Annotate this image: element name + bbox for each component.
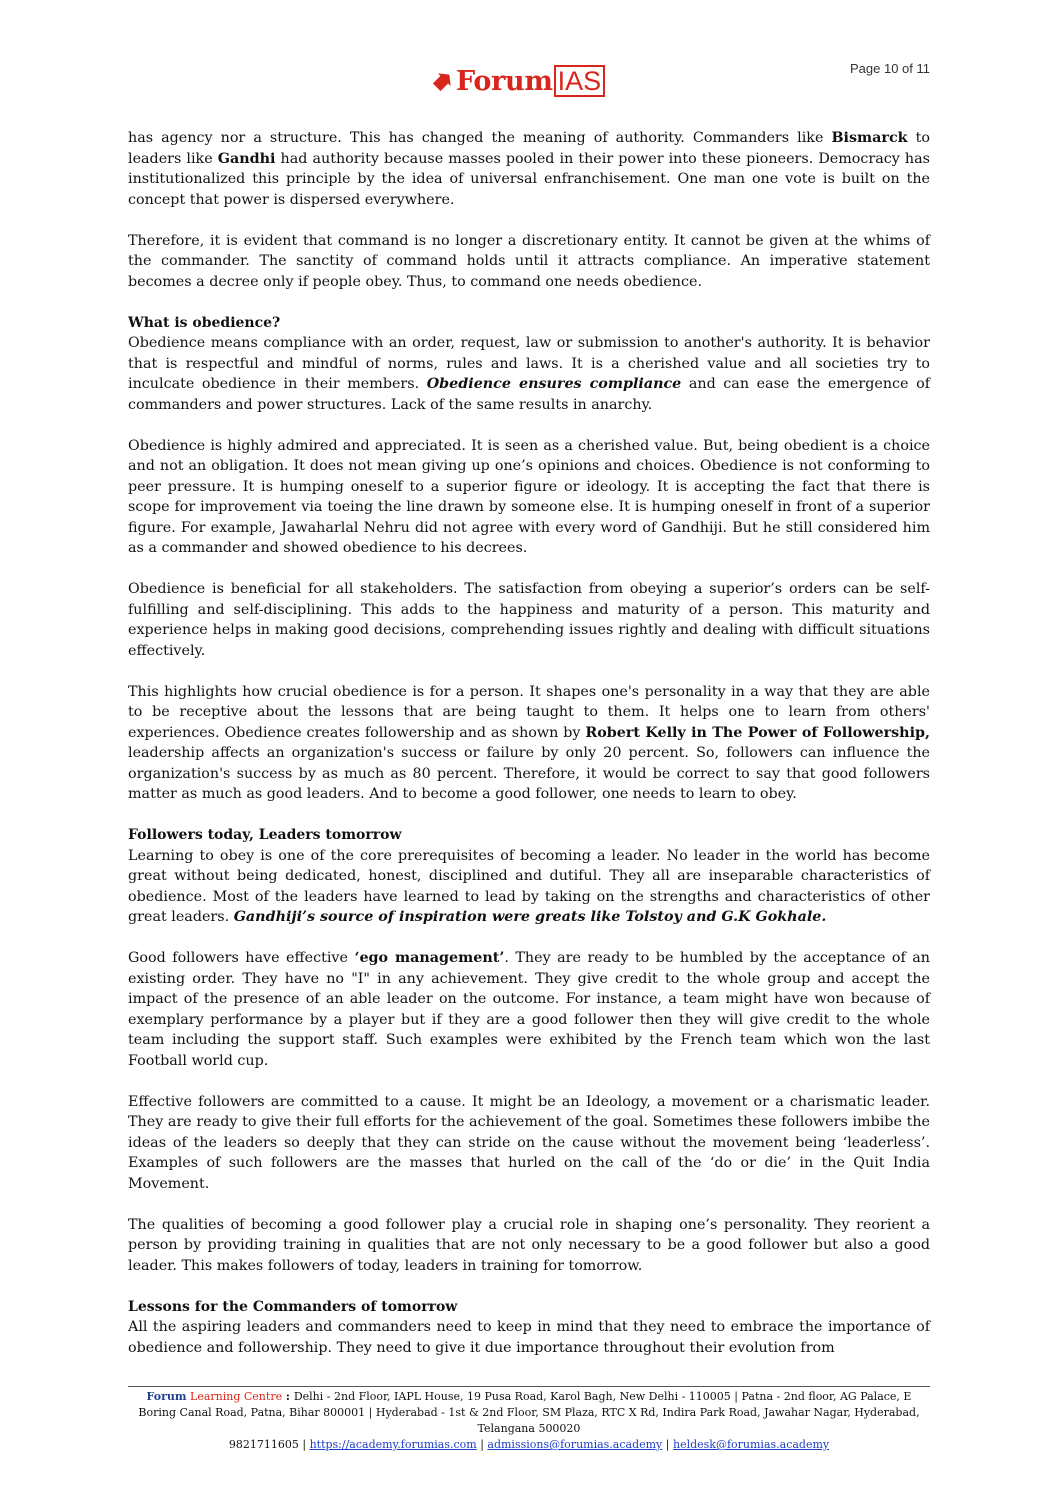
paragraph: Obedience is beneficial for all stakeholders. The satisfaction from obeying a superior’s orders can be self-fulfilling and self-disciplining. This adds to the happiness and maturity of a person. This maturity and experience helps in making good decisions, comprehending issues rightly and dealing with difficult situations effectively. — [128, 581, 930, 659]
article-body — [128, 128, 930, 1379]
paragraph: Obedience means compliance with an order, request, law or submission to another's authority. It is behavior that is respectful and mindful of norms, rules and laws. It is a cherished value and all societies try to inculcate obedience in their members. Obedience ensures compliance and can ease the emergence of commanders and power structures. Lack of the same results in anarchy. — [128, 335, 930, 413]
helpdesk-email-link[interactable]: heldesk@forumias.academy — [672, 1438, 830, 1451]
paragraph: The qualities of becoming a good follower play a crucial role in shaping one’s personality. They reorient a person by providing training in qualities that are not only necessary to be a good follower but also a good leader. This makes followers of today, leaders in training for tomorrow. — [128, 1216, 930, 1274]
paragraph: Therefore, it is evident that command is no longer a discretionary entity. It cannot be given at the whims of the commander. The sanctity of command holds until it attracts compliance. An imperative statement becomes a decree only if people obey. Thus, to command one needs obedience. — [128, 232, 930, 290]
logo-forum-text: Forum — [456, 65, 553, 97]
logo-ias-text: IAS — [554, 65, 606, 97]
footer-colon: : — [282, 1390, 294, 1403]
paragraph: Learning to obey is one of the core prerequisites of becoming a leader. No leader in the world has become great without being dedicated, honest, disciplined and dutiful. They all are inseparable characteristics of obedience. Most of the leaders have learned to lead by taking on the strengths and characteristics of other great leaders. Gandhiji’s source of inspiration were greats like Tolstoy and G.K Gokhale. — [128, 847, 930, 925]
section-heading: Lessons for the Commanders of tomorrow — [128, 1298, 458, 1315]
section-heading: Followers today, Leaders tomorrow — [128, 827, 402, 843]
footer-address: Delhi - 2nd Floor, IAPL House, 19 Pusa Road, Karol Bagh, New Delhi - 110005 | Patna - 2nd floor, AG Palace, E Boring Canal Road, Patna, Bihar 800001 | Hyderabad - 1st & 2nd Floor, SM Plaza, RTC X Rd, Indira Park Road, Jawahar Nagar, Hyderabad, Telangana 500020 — [138, 1390, 920, 1435]
paragraph: Obedience is highly admired and appreciated. It is seen as a cherished value. But, being obedient is a choice and not an obligation. It does not mean giving up one’s opinions and choices. Obedience is not conforming to peer pressure. It is humping oneself to a superior figure or ideology. It is accepting the fact that there is scope for improvement via toeing the line drawn by someone else. It is humping oneself in front of a superior figure. For example, Jawaharlal Nehru did not agree with every word of Gandhiji. But he still considered him as a commander and showed obedience to his decrees. — [128, 437, 930, 556]
paragraph: Effective followers are committed to a cause. It might be an Ideology, a movement or a charismatic leader. They are ready to give their full efforts for the achievement of the goal. Sometimes these followers imbibe the ideas of the leaders so deeply that they can stride on the cause without the movement being ‘leaderless’. Examples of such followers are the masses that hurled on the call of the ‘do or die’ in the Quit India Movement. — [128, 1093, 930, 1192]
footer-separator: | — [662, 1438, 673, 1451]
section-heading: What is obedience? — [128, 314, 281, 331]
arrow-icon — [432, 70, 454, 92]
paragraph: has agency nor a structure. This has changed the meaning of authority. Commanders like Bismarck to leaders like Gandhi had authority because masses pooled in their power into these pioneers. Democracy has institutionalized this principle by the idea of universal enfranchisement. One man one vote is built on the concept that power is dispersed everywhere. — [128, 130, 930, 208]
footer-brand-forum: Forum — [146, 1390, 187, 1403]
footer-separator: | — [298, 1438, 310, 1451]
paragraph: This highlights how crucial obedience is for a person. It shapes one's personality in a way that they are able to be receptive about the lessons that are being taught to them. It helps one to learn from others' experiences. Obedience creates followership and as shown by Robert Kelly in The Power of Followership, leadership affects an organization's success or failure by only 20 percent. So, followers can influence the organization's success by as much as 80 percent. Therefore, it would be correct to say that good followers matter as much as good leaders. And to become a good follower, one needs to learn to obey. — [128, 683, 930, 802]
footer-phone: 9821711605 — [228, 1438, 299, 1451]
footer-brand-lc: Learning Centre — [186, 1390, 283, 1403]
admissions-email-link[interactable]: admissions@forumias.academy — [487, 1438, 663, 1451]
paragraph: Good followers have effective ‘ego management’. They are ready to be humbled by the acceptance of an existing order. They have no "I" in any achievement. They give credit to the whole group and accept the impact of the presence of an able leader on the outcome. For instance, a team might have won because of exemplary performance by a player but if they are a good follower then they will give credit to the whole team including the support staff. Such examples were exhibited by the French team which won the last Football world cup. — [128, 950, 931, 1069]
footer — [128, 1389, 930, 1453]
academy-link[interactable]: https://academy.forumias.com — [309, 1438, 477, 1451]
footer-separator: | — [476, 1438, 488, 1451]
paragraph: All the aspiring leaders and commanders need to keep in mind that they need to embrace the importance of obedience and followership. They need to give it due importance throughout their evolution from — [128, 1319, 930, 1356]
forumias-logo — [432, 64, 605, 98]
page-number: Page 10 of 11 — [850, 61, 930, 76]
footer-divider — [128, 1386, 930, 1387]
